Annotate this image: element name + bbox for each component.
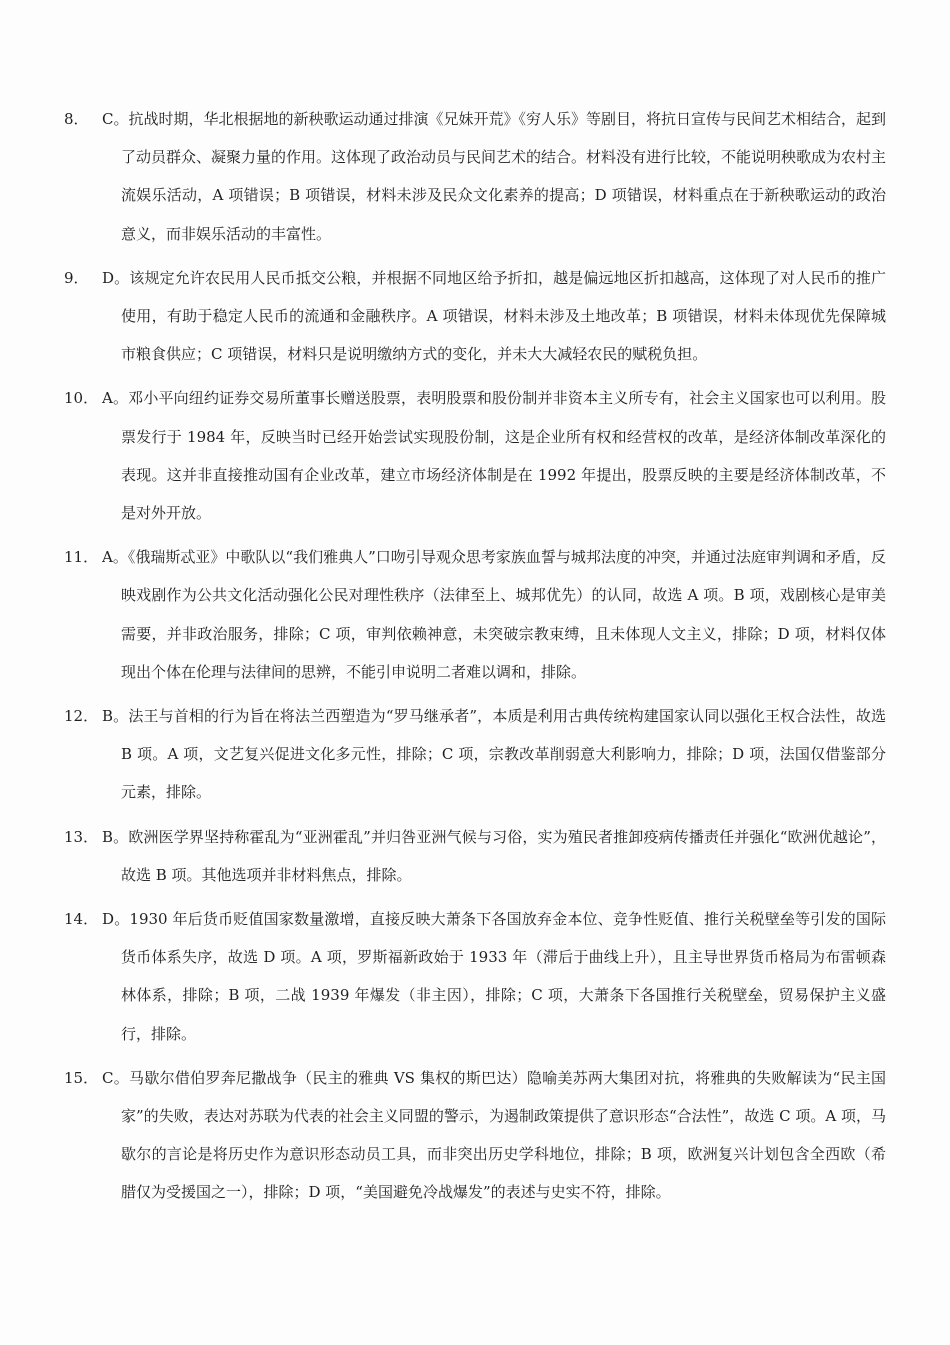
answer-number: 13． xyxy=(64,827,99,846)
answer-number: 15． xyxy=(64,1068,99,1087)
answer-number: 10． xyxy=(64,389,99,408)
answer-choice: C。 xyxy=(102,1068,130,1087)
answer-choice: B。 xyxy=(102,827,129,846)
answer-item-12 xyxy=(64,697,886,812)
answer-item-9 xyxy=(64,259,886,374)
answer-explanation: 欧洲医学界坚持称霍乱为“亚洲霍乱”并归咎亚洲气候与习俗，实为殖民者推卸疫病传播责任并强化“欧洲优越论”，故选 B 项。其他选项并非材料焦点，排除。 xyxy=(121,827,886,884)
answer-choice: A。 xyxy=(102,389,129,408)
answer-explanation: 《俄瑞斯忒亚》中歌队以“我们雅典人”口吻引导观众思考家族血誓与城邦法度的冲突，并通过法庭审判调和矛盾，反映戏剧作为公共文化活动强化公民对理性秩序（法律至上、城邦优先）的认同，故选 A 项。B 项，戏剧核心是审美需要，并非政治服务，排除；C 项，审判依赖神意，未突破宗教束缚，且未体现人文主义，排除；D 项，材料仅体现出个体在伦理与法律间的思辨，不能引申说明二者难以调和，排除。 xyxy=(121,548,887,681)
answer-choice: A。 xyxy=(102,548,128,567)
answer-explanation: 邓小平向纽约证券交易所董事长赠送股票，表明股票和股份制并非资本主义所专有，社会主义国家也可以利用。股票发行于 1984 年，反映当时已经开始尝试实现股份制，这是企业所有权和经营权的改革，是经济体制改革深化的表现。这并非直接推动国有企业改革，建立市场经济体制是在 1992 年提出，股票反映的主要是经济体制改革，不是对外开放。 xyxy=(121,389,886,523)
answer-choice: C。 xyxy=(102,110,129,128)
answer-item-13 xyxy=(64,818,886,894)
answer-item-14 xyxy=(64,900,886,1053)
answer-explanation: 该规定允许农民用人民币抵交公粮，并根据不同地区给予折扣，越是偏远地区折扣越高，这体现了对人民币的推广使用，有助于稳定人民币的流通和金融秩序。A 项错误，材料未涉及土地改革；B 项错误，材料未体现优先保障城市粮食供应；C 项错误，材料只是说明缴纳方式的变化，并未大大减轻农民的赋税负担。 xyxy=(121,268,886,364)
answer-list xyxy=(64,100,886,1218)
answer-number: 14． xyxy=(64,910,99,929)
answer-item-11 xyxy=(64,538,886,691)
answer-number: 11． xyxy=(64,548,99,567)
answer-choice: B。 xyxy=(102,707,129,726)
answer-explanation: 法王与首相的行为旨在将法兰西塑造为“罗马继承者”，本质是利用古典传统构建国家认同以强化王权合法性，故选 B 项。A 项，文艺复兴促进文化多元性，排除；C 项，宗教改革削弱意大利影响力，排除；D 项，法国仅借鉴部分元素，排除。 xyxy=(121,707,887,802)
answer-number: 8． xyxy=(64,110,89,128)
answer-number: 9． xyxy=(64,268,89,287)
answer-item-10 xyxy=(64,379,886,532)
answer-item-8 xyxy=(64,100,886,253)
answer-choice: D。 xyxy=(102,910,130,929)
answer-number: 12． xyxy=(64,707,99,726)
answer-explanation: 抗战时期，华北根据地的新秧歌运动通过排演《兄妹开荒》《穷人乐》等剧目，将抗日宣传与民间艺术相结合，起到了动员群众、凝聚力量的作用。这体现了政治动员与民间艺术的结合。材料没有进行比较，不能说明秧歌成为农村主流娱乐活动，A 项错误；B 项错误，材料未涉及民众文化素养的提高；D 项错误，材料重点在于新秧歌运动的政治意义，而非娱乐活动的丰富性。 xyxy=(121,110,887,243)
answer-explanation: 1930 年后货币贬值国家数量激增，直接反映大萧条下各国放弃金本位、竞争性贬值、推行关税壁垒等引发的国际货币体系失序，故选 D 项。A 项，罗斯福新政始于 1933 年（滞后于曲线上升），且主导世界货币格局为布雷顿森林体系，排除；B 项，二战 1939 年爆发（非主因），排除；C 项，大萧条下各国推行关税壁垒，贸易保护主义盛行，排除。 xyxy=(121,910,887,1043)
answer-explanation: 马歇尔借伯罗奔尼撒战争（民主的雅典 VS 集权的斯巴达）隐喻美苏两大集团对抗，将雅典的失败解读为“民主国家”的失败，表达对苏联为代表的社会主义同盟的警示，为遏制政策提供了意识形态“合法性”，故选 C 项。A 项，马歇尔的言论是将历史作为意识形态动员工具，而非突出历史学科地位，排除；B 项，欧洲复兴计划包含全西欧（希腊仅为受援国之一），排除；D 项，“美国避免冷战爆发”的表述与史实不符，排除。 xyxy=(121,1068,886,1202)
answer-choice: D。 xyxy=(102,268,130,287)
answer-item-15 xyxy=(64,1059,886,1212)
